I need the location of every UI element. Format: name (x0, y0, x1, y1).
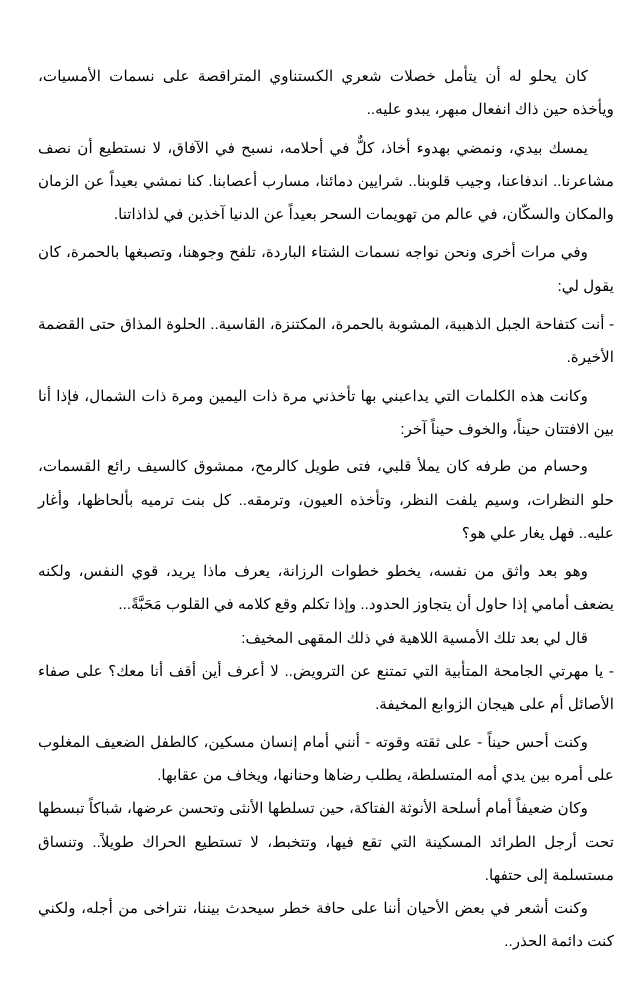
paragraph-7: وهو بعد واثق من نفسه، يخطو خطوات الرزانة، يعرف ماذا يريد، قوي النفس، ولكنه يضعف أمامي إذا حاول أن يتجاوز الحدود.. وإذا تكلم وقع كلامه في القلوب مَحَبَّةً... (38, 563, 614, 614)
paragraph-2: يمسك بيدي، ونمضي بهدوء أخاذ، كلٌّ في أحلامه، نسبح في الآفاق، لا نستطيع أن نصف مشاعرنا.. اندفاعنا، وجيب قلوبنا.. شرايين دمائنا، مسارب أعصابنا. كنا نمشي بعيداً عن الزمان والمكان والسكّان، في عالم من تهويمات السحر بعيداً عن الدنيا آخذين في لذاذاتنا. (38, 139, 614, 224)
document-page (38, 60, 614, 959)
paragraph-11: وكان ضعيفاً أمام أسلحة الأنوثة الفتاكة، حين تسلطها الأنثى وتحسن عرضها، شباكاً تبسطها تحت أرجل الطرائد المسكينة التي تقع فيها، وتتخبط، لا تستطيع الحراك طويلاً.. وتنساق مستسلمة إلى حتفها. (38, 800, 614, 884)
paragraph-8: قال لي بعد تلك الأمسية اللاهية في ذلك المقهى المخيف: (241, 629, 588, 647)
paragraph-5: وكانت هذه الكلمات التي يداعبني بها تأخذني مرة ذات اليمين ومرة ذات الشمال، فإذا أنا بين الافتتان حيناً، والخوف حيناً آخر: (38, 387, 614, 438)
paragraph-4: - أنت كتفاحة الجبل الذهبية، المشوبة بالحمرة، المكتنزة، القاسية.. الحلوة المذاق حتى القضمة الأخيرة. (38, 316, 614, 367)
paragraph-12: وكنت أشعر في بعض الأحيان أننا على حافة خطر سيحدث بيننا، نتراخى من أجله، ولكني كنت دائمة الحذر.. (38, 900, 614, 951)
paragraph-9: - يا مهرتي الجامحة المتأبية التي تمتنع عن الترويض.. لا أعرف أين أقف أنا معك؟ على صفاء الأصائل أم على هيجان الزوابع المخيفة. (38, 663, 614, 714)
paragraph-3: وفي مرات أخرى ونحن نواجه نسمات الشتاء الباردة، تلفح وجوهنا، وتصبغها بالحمرة، كان يقول لي: (38, 244, 614, 295)
paragraph-1: كان يحلو له أن يتأمل خصلات شعري الكستناوي المتراقصة على نسمات الأمسيات، ويأخذه حين ذاك انفعال مبهر، يبدو عليه.. (38, 68, 614, 119)
paragraph-6: وحسام من طرفه كان يملأ قلبي، فتى طويل كالرمح، ممشوق كالسيف رائع القسمات، حلو النظرات، وسيم يلفت النظر، وتأخذه العيون، وترمقه.. كل بنت ترميه بألحاظها، وأغار عليه.. فهل يغار علي هو؟ (38, 458, 614, 542)
paragraph-10: وكنت أحس حيناً - على ثقته وقوته - أنني أمام إنسان مسكين، كالطفل الضعيف المغلوب على أمره بين يدي أمه المتسلطة، يطلب رضاها وحنانها، ويخاف من عقابها. (38, 733, 614, 784)
